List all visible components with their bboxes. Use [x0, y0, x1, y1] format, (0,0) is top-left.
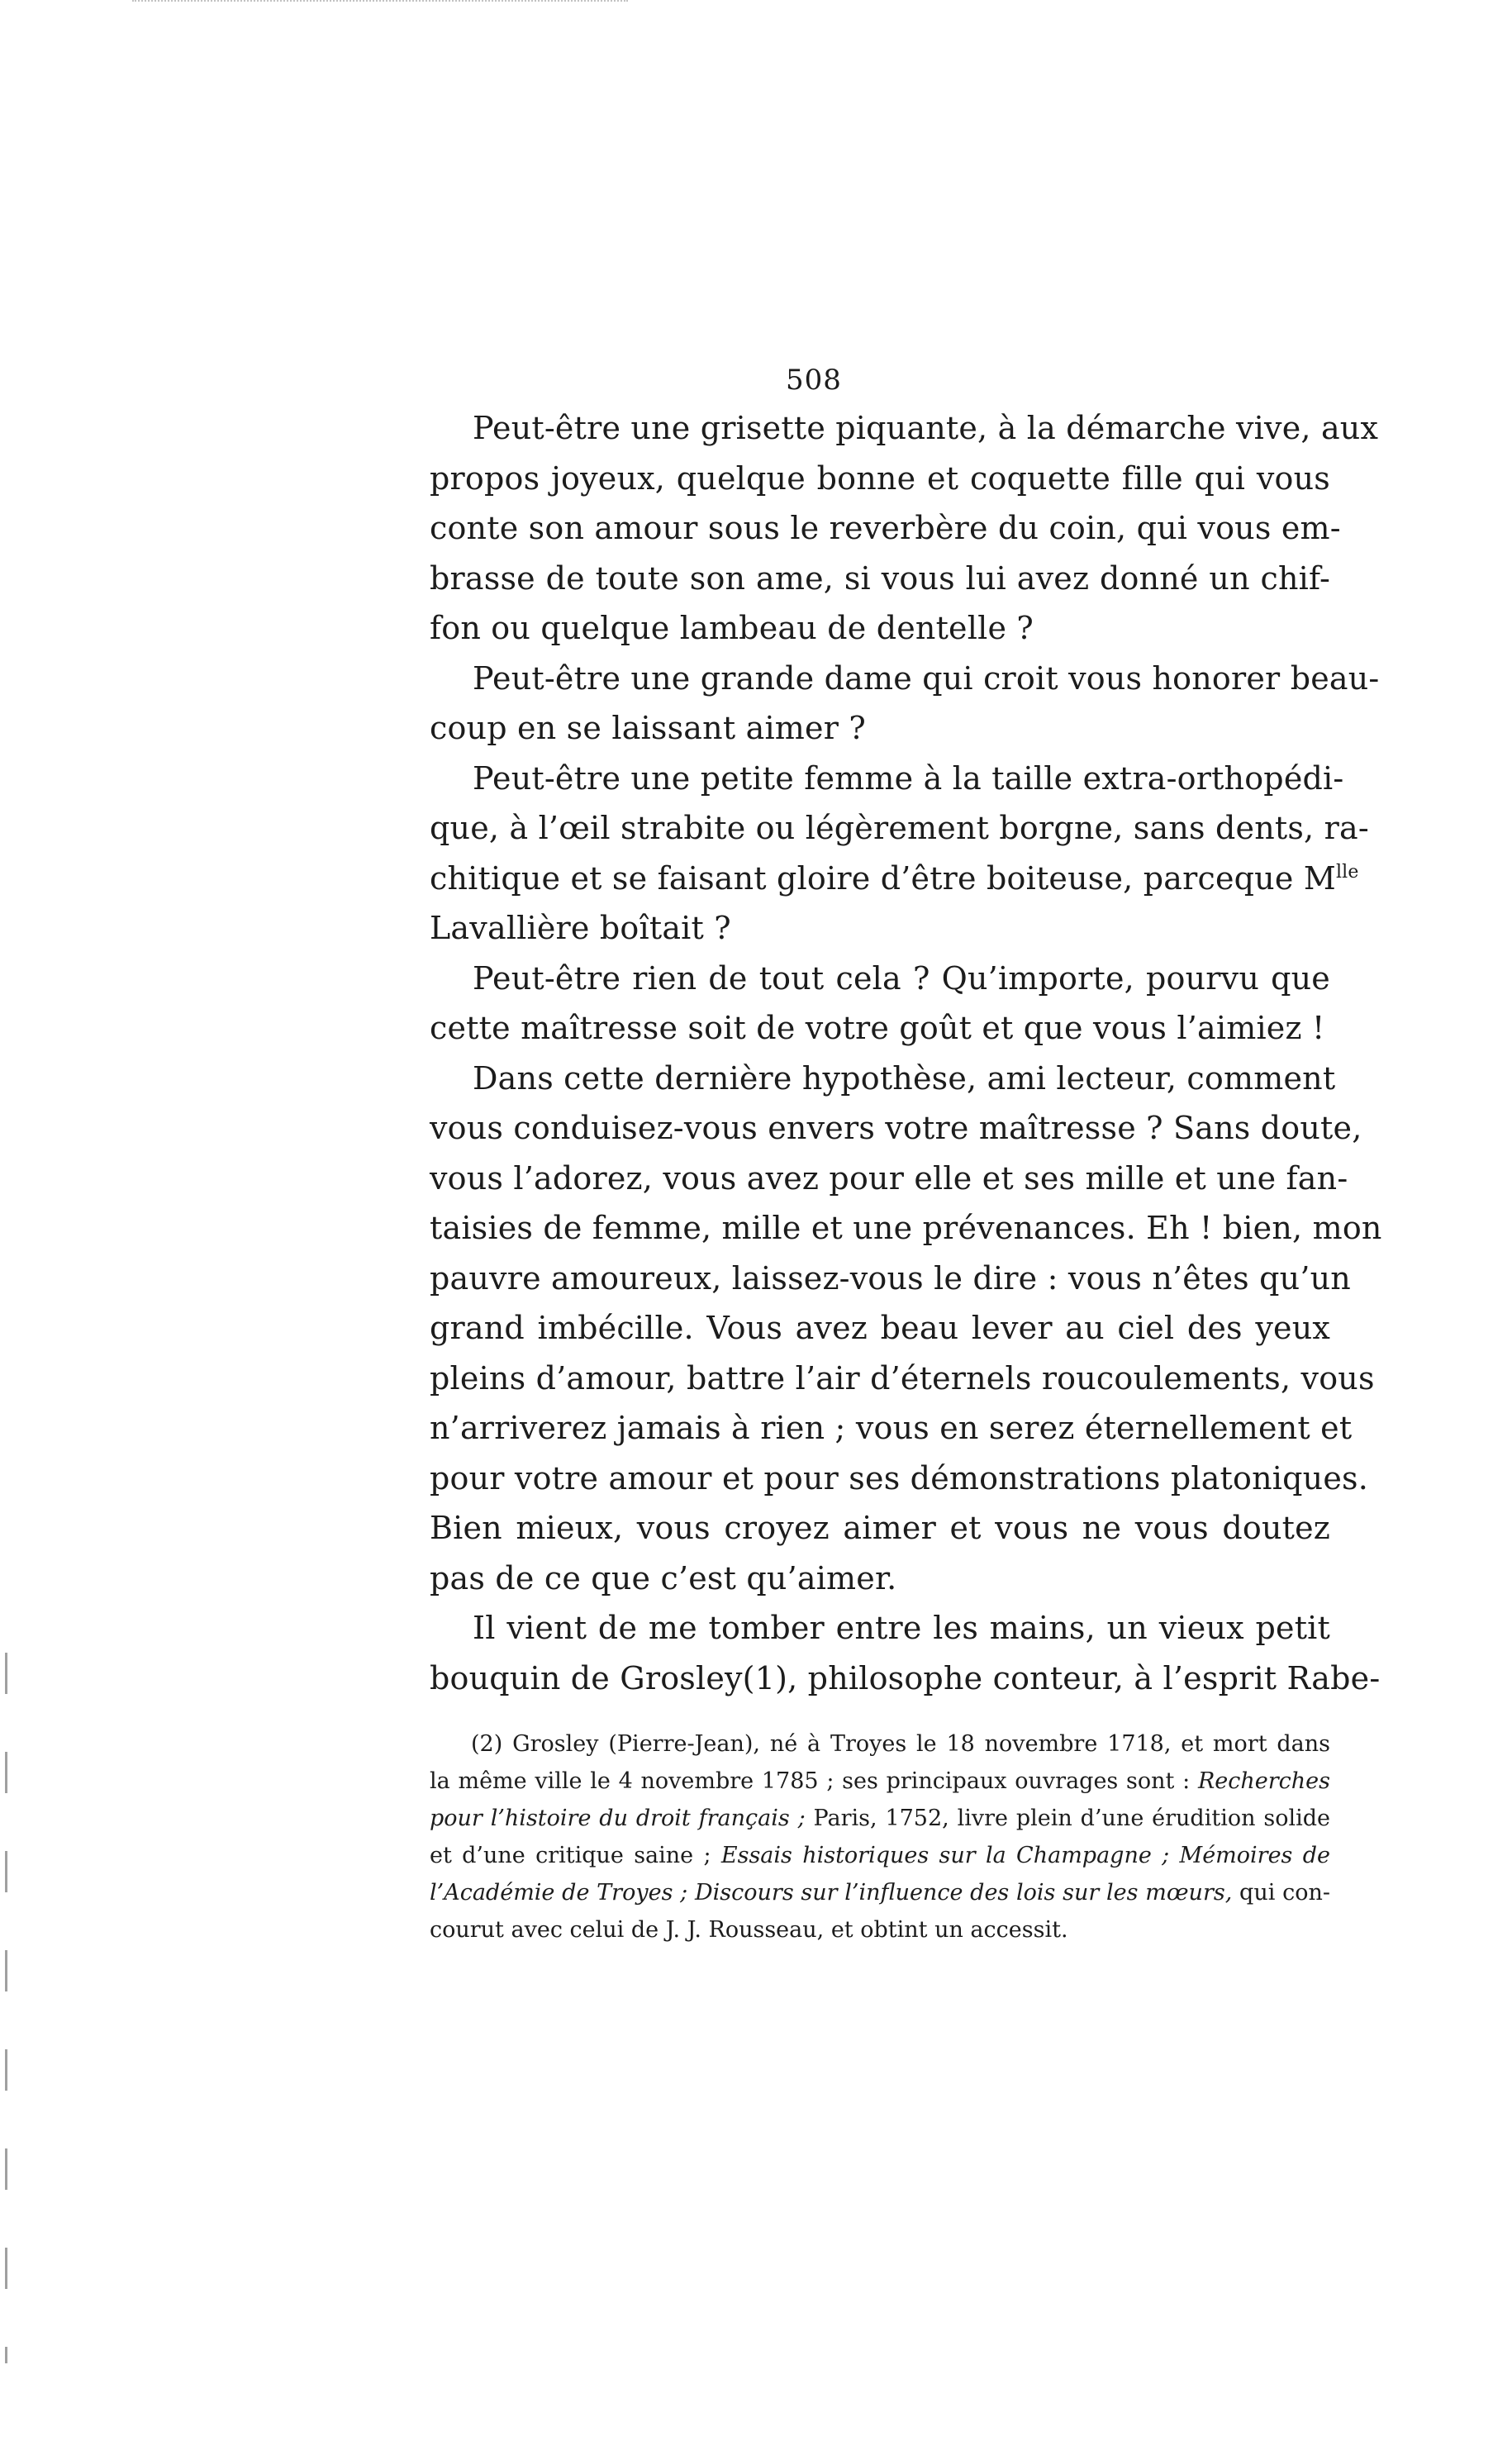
- body-line: grand imbécille. Vous avez beau lever au ciel des yeux: [430, 1310, 1330, 1346]
- body-line: pleins d’amour, battre l’air d’éternels roucoulements, vous: [430, 1359, 1375, 1397]
- body-line: n’arriverez jamais à rien ; vous en serez éternellement et: [430, 1410, 1353, 1446]
- footnote-line: pour l’histoire du droit français ; Paris, 1752, livre plein d’une érudition solide: [430, 1806, 1330, 1831]
- footnote-line: la même ville le 4 novembre 1785 ; ses principaux ouvrages sont : Recherches: [430, 1768, 1330, 1794]
- body-line: cette maîtresse soit de votre goût et que vous l’aimiez !: [430, 1010, 1325, 1046]
- body-line: vous conduisez-vous envers votre maîtresse ? Sans doute,: [430, 1110, 1362, 1146]
- body-line: Peut-être une grande dame qui croit vous honorer beau-: [473, 659, 1380, 697]
- body-line: vous l’adorez, vous avez pour elle et ses mille et une fan-: [430, 1159, 1348, 1197]
- body-line: Dans cette dernière hypothèse, ami lecteur, comment: [473, 1059, 1336, 1097]
- body-text: [430, 403, 1382, 1703]
- body-line: Peut-être une petite femme à la taille extra-orthopédi-: [473, 759, 1344, 797]
- body-line: pour votre amour et pour ses démonstrations platoniques.: [430, 1459, 1369, 1496]
- body-line: pauvre amoureux, laissez-vous le dire : vous n’êtes qu’un: [430, 1259, 1351, 1297]
- page-number: 508: [786, 364, 842, 397]
- footnote-line: l’Académie de Troyes ; Discours sur l’influence des lois sur les mœurs, qui con-: [430, 1880, 1330, 1906]
- body-line: taisies de femme, mille et une prévenances. Eh ! bien, mon: [430, 1210, 1382, 1246]
- body-line: propos joyeux, quelque bonne et coquette fille qui vous: [430, 459, 1330, 497]
- footnote-line: et d’une critique saine ; Essais historiques sur la Champagne ; Mémoires de: [430, 1843, 1330, 1868]
- body-line: Peut-être une grisette piquante, à la démarche vive, aux: [473, 410, 1379, 446]
- body-line: Peut-être rien de tout cela ? Qu’importe, pourvu que: [473, 959, 1330, 997]
- body-line: Bien mieux, vous croyez aimer et vous ne vous doutez: [430, 1510, 1330, 1546]
- body-line: conte son amour sous le reverbère du coin, qui vous em-: [430, 510, 1341, 546]
- superscript: lle: [1335, 861, 1359, 883]
- body-line: Il vient de me tomber entre les mains, un vieux petit: [473, 1610, 1330, 1646]
- body-line: brasse de toute son ame, si vous lui avez donné un chif-: [430, 559, 1330, 597]
- body-line: fon ou quelque lambeau de dentelle ?: [430, 610, 1034, 646]
- footnote-line: courut avec celui de J. J. Rousseau, et obtint un accessit.: [430, 1917, 1068, 1943]
- scan-edge-mark-top: [132, 0, 628, 5]
- footnote-line: (2) Grosley (Pierre-Jean), né à Troyes le 18 novembre 1718, et mort dans: [471, 1731, 1330, 1757]
- body-line: que, à l’œil strabite ou légèrement borgne, sans dents, ra-: [430, 810, 1369, 846]
- body-line: bouquin de Grosley(1), philosophe conteur, à l’esprit Rabe-: [430, 1659, 1381, 1696]
- footnote: [430, 1725, 1330, 1949]
- body-line: chitique et se faisant gloire d’être boiteuse, parceque $M^{lle}$: [430, 859, 1359, 897]
- body-line: pas de ce que c’est qu’aimer.: [430, 1559, 897, 1596]
- body-line: coup en se laissant aimer ?: [430, 710, 866, 746]
- scan-edge-mark-left: [5, 1653, 7, 2363]
- body-line: Lavallière boîtait ?: [430, 910, 731, 946]
